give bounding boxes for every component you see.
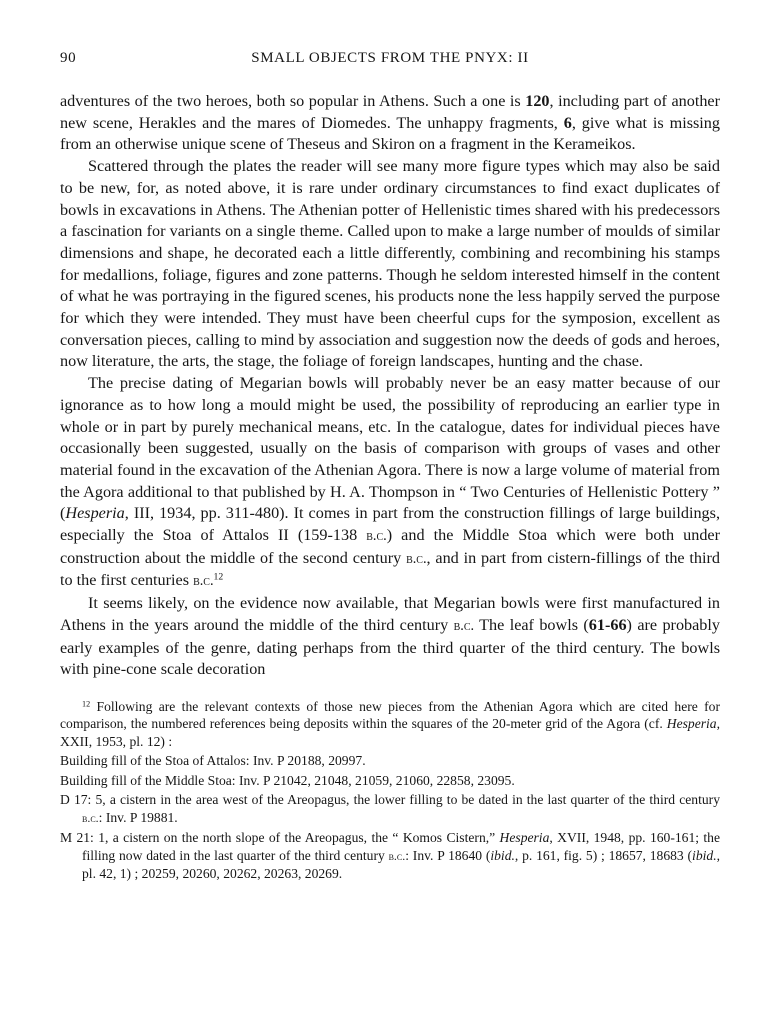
- page-header: [60, 50, 720, 74]
- running-title: SMALL OBJECTS FROM THE PNYX: II: [251, 50, 529, 66]
- footnote-entry: Building fill of the Middle Stoa: Inv. P 21042, 21048, 21059, 21060, 22858, 23095.: [60, 772, 515, 788]
- body-text: [60, 91, 720, 681]
- footnote-entry: M 21: 1, a cistern on the north slope of the Areopagus, the “ Komos Cistern,” Hesperia, XVII, 1948, pp. 160-161; the filling now dated in the last quarter of the third century b.c.: Inv. P 18640 (ibid., p. 161, fig. 5) ; 18657, 18683 (ibid., pl. 42, 1) ; 20259, 20260, 20262, 20263, 20269.: [60, 830, 721, 882]
- paragraph-3: The precise dating of Megarian bowls will probably never be an easy matter because of our ignorance as to how long a mould might be used, the possibility of reproducing an earlier type in whole or in part by purely mechanical means, etc. In the catalogue, dates for individual pieces have occasionally been suggested, usually on the basis of comparison with groups of vases and other material found in the excavation of the Athenian Agora. There is now a large volume of material from the Agora additional to that published by H. A. Thompson in “ Two Centuries of Hellenistic Pottery ” (Hesperia, III, 1934, pp. 311-480). It comes in part from the construction fillings of large buildings, especially the Stoa of Attalos II (159-138 b.c.) and the Middle Stoa which were both under construction about the middle of the second century b.c., and in part from cistern-fillings of the third to the first centuries b.c.$^{12}$: [60, 374, 721, 590]
- page-number: 90: [60, 50, 77, 66]
- paragraph-1: adventures of the two heroes, both so popular in Athens. Such a one is 120, including part of another new scene, Herakles and the mares of Diomedes. The unhappy fragments, 6, give what is missing from an otherwise unique scene of Theseus and Skiron on a fragment in the Kerameikos.: [60, 92, 720, 154]
- footnote-12: $^{12}$ Following are the relevant contexts of those new pieces from the Athenian Agora which are cited here for comparison, the numbered references being deposits within the squares of the 20-meter grid of the Agora (cf. Hesperia, XXII, 1953, pl. 12) :: [60, 698, 720, 749]
- page: [60, 50, 720, 883]
- footnote-marker: 12: [82, 699, 91, 709]
- footnote-entry: Building fill of the Stoa of Attalos: Inv. P 20188, 20997.: [60, 753, 366, 769]
- catalogue-ref: 120: [525, 92, 550, 110]
- footnotes: [60, 698, 720, 883]
- footnote-ref[interactable]: 12: [213, 572, 224, 584]
- catalogue-ref: 6: [563, 113, 572, 132]
- footnote-entry: D 17: 5, a cistern in the area west of the Areopagus, the lower filling to be dated in the last quarter of the third century b.c.: Inv. P 19881.: [60, 792, 720, 825]
- catalogue-ref: 61-66: [588, 615, 627, 634]
- paragraph-4: It seems likely, on the evidence now available, that Megarian bowls were first manufactured in Athens in the years around the middle of the third century b.c. The leaf bowls (61-66) are probably early examples of the genre, dating perhaps from the third quarter of the third century. The bowls with pine-cone scale decoration: [60, 594, 720, 679]
- paragraph-2: Scattered through the plates the reader will see many more figure types which may also be said to be new, for, as noted above, it is rare under ordinary circumstances to find exact duplicates of bowls in excavations in Athens. The Athenian potter of Hellenistic times shared with his predecessors a fascination for variants on a single theme. Called upon to make a large number of moulds of similar dimensions and shape, he decorated each a little differently, combining and recombining his stamps for medallions, foliage, figures and zone patterns. Though he seldom interested himself in the content of what he was portraying in the figured scenes, his products none the less happily served the purpose for which they were intended. They must have been cheerful cups for the symposion, excellent as conversation pieces, calling to mind by association and suggestion now the deeds of gods and heroes, now literature, the arts, the stage, the foliage of foreign landscapes, hunting and the chase.: [60, 157, 720, 371]
